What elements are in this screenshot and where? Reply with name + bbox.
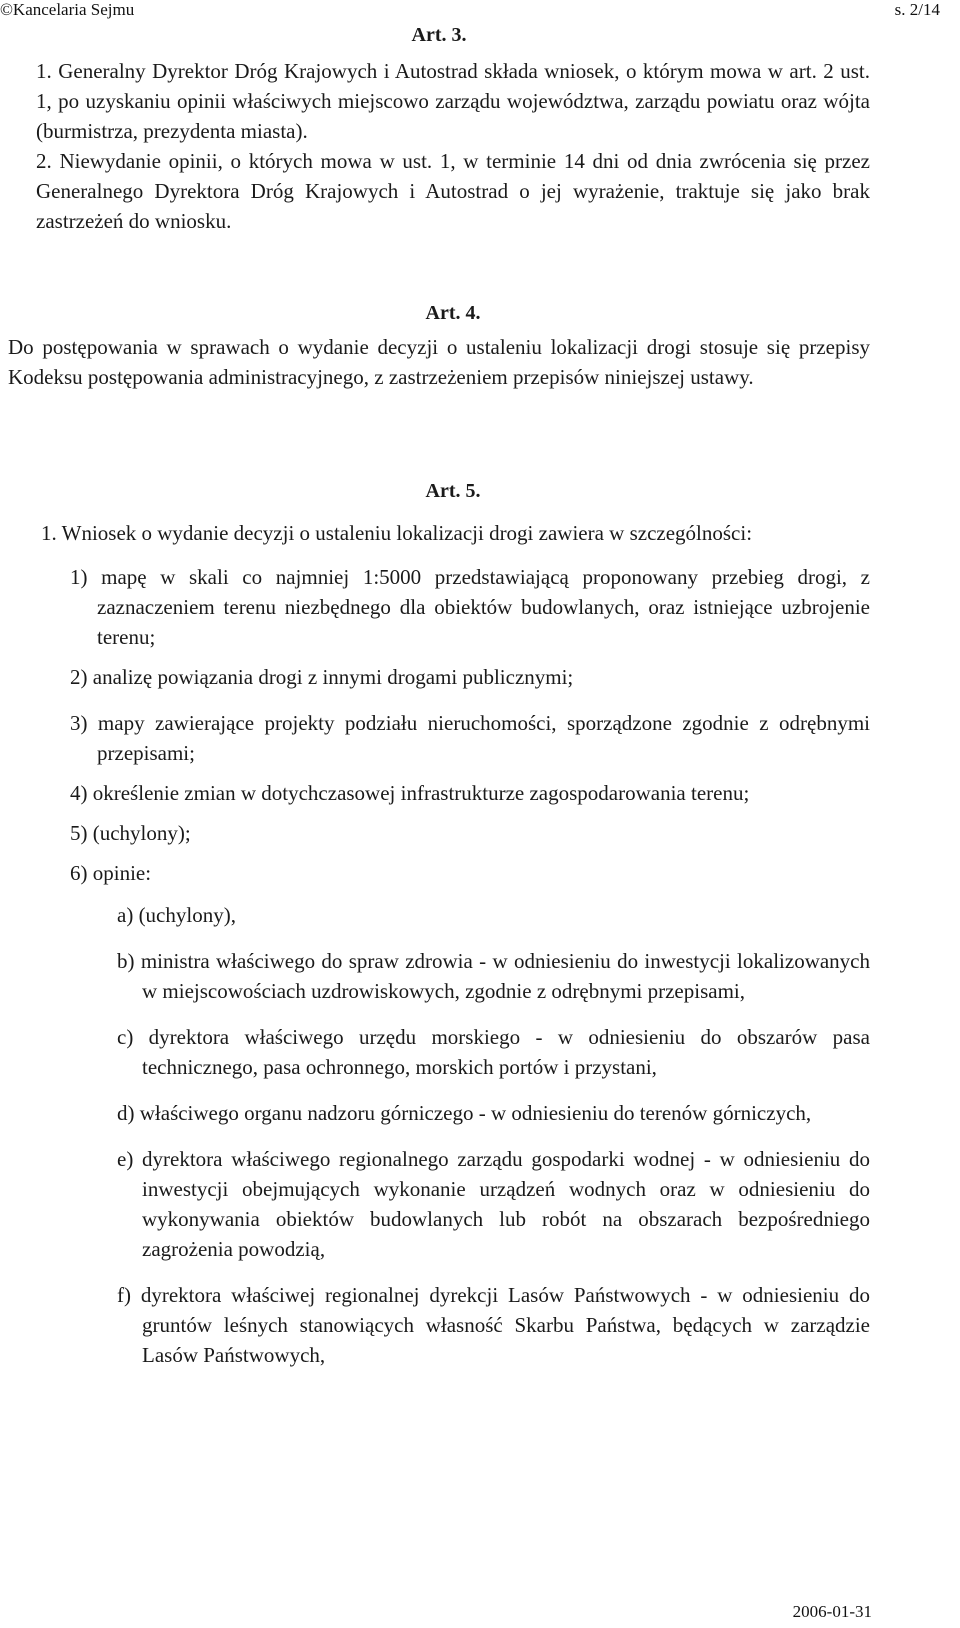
footer-date: 2006-01-31 [792,1602,872,1621]
article-5-paragraph-1: 1. Wniosek o wydanie decyzji o ustaleniu lokalizacji drogi zawiera w szczególności: [41,521,753,545]
list-item: 2) analizę powiązania drogi z innymi drogami publicznymi; [70,665,574,689]
header-copyright: ©Kancelaria Sejmu [0,0,135,19]
article-3 [8,20,870,236]
sub-list-item: a) (uchylony), [117,903,236,927]
article-3-paragraph-1: 1. Generalny Dyrektor Dróg Krajowych i Autostrad składa wniosek, o którym mowa w art. 2 ust. 1, po uzyskaniu opinii właściwych miejscowo zarządu województwa, zarządu powiatu oraz wójta (burmistrza, prezydenta miasta). [36,59,870,143]
list-item: 1) mapę w skali co najmniej 1:5000 przedstawiającą proponowany przebieg drogi, z zaznaczeniem terenu niezbędnego dla obiektów budowlanych, oraz istniejące uzbrojenie terenu; [70,565,870,649]
list-item: 6) opinie: [70,861,152,885]
article-title: Art. 4. [425,302,481,324]
article-5 [8,476,870,1370]
article-title: Art. 3. [411,24,467,46]
article-4 [8,298,870,392]
sub-list-item: c) dyrektora właściwego urzędu morskiego - w odniesieniu do obszarów pasa technicznego, pasa ochronnego, morskich portów i przystani, [117,1025,870,1079]
header-page-number: s. 2/14 [894,0,940,19]
sub-list-item: b) ministra właściwego do spraw zdrowia - w odniesieniu do inwestycji lokalizowanych w miejscowościach uzdrowiskowych, zgodnie z odrębnymi przepisami, [117,949,870,1003]
list-item: 3) mapy zawierające projekty podziału nieruchomości, sporządzone zgodnie z odrębnymi przepisami; [70,711,870,765]
sub-list-item: d) właściwego organu nadzoru górniczego - w odniesieniu do terenów górniczych, [117,1101,812,1125]
sub-list-item: f) dyrektora właściwej regionalnej dyrekcji Lasów Państwowych - w odniesieniu do gruntów leśnych stanowiących własność Skarbu Państwa, będących w zarządzie Lasów Państwowych, [117,1283,870,1367]
sub-list-item: e) dyrektora właściwego regionalnego zarządu gospodarki wodnej - w odniesieniu do inwestycji obejmujących wykonanie urządzeń wodnych oraz w odniesieniu do wykonywania obiektów budowlanych lub robót na obszarach bezpośredniego zagrożenia powodzią, [117,1147,870,1261]
requirements-list [8,562,870,888]
article-title: Art. 5. [425,480,481,502]
list-item: 5) (uchylony); [70,821,191,845]
list-item: 4) określenie zmian w dotychczasowej infrastrukturze zagospodarowania terenu; [70,781,750,805]
article-3-paragraph-2: 2. Niewydanie opinii, o których mowa w ust. 1, w terminie 14 dni od dnia zwrócenia się przez Generalnego Dyrektora Dróg Krajowych i Autostrad o jej wyrażenie, traktuje się jako brak zastrzeżeń do wniosku. [36,149,870,233]
article-4-paragraph-1: Do postępowania w sprawach o wydanie decyzji o ustaleniu lokalizacji drogi stosuje się przepisy Kodeksu postępowania administracyjnego, z zastrzeżeniem przepisów niniejszej ustawy. [8,335,870,389]
opinions-sublist [8,900,870,1370]
